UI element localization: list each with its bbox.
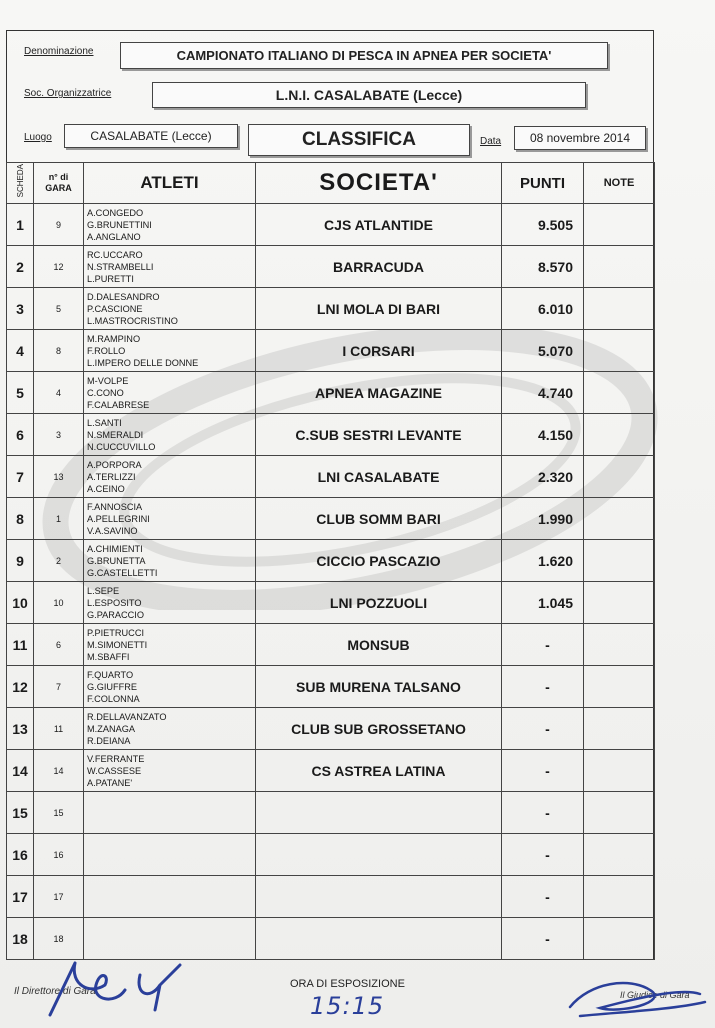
row-gara-number: 5 <box>34 288 84 330</box>
row-note <box>584 876 655 918</box>
organizzatrice-box: L.N.I. CASALABATE (Lecce) <box>152 82 586 108</box>
row-position: 15 <box>7 792 34 834</box>
table-row <box>7 498 655 540</box>
row-note <box>584 498 655 540</box>
row-gara-number: 16 <box>34 834 84 876</box>
row-atleti <box>84 498 256 540</box>
athlete-name: M.SIMONETTI <box>87 639 148 650</box>
row-atleti <box>84 750 256 792</box>
row-position: 1 <box>7 204 34 246</box>
row-note <box>584 204 655 246</box>
athlete-name: F.QUARTO <box>87 669 134 680</box>
row-position: 8 <box>7 498 34 540</box>
athlete-name <box>87 819 255 831</box>
row-punti: 8.570 <box>502 246 584 288</box>
athlete-name: L.MASTROCRISTINO <box>87 315 178 326</box>
table-row <box>7 708 655 750</box>
row-gara-number: 10 <box>34 582 84 624</box>
row-note <box>584 540 655 582</box>
row-note <box>584 708 655 750</box>
row-punti: 4.740 <box>502 372 584 414</box>
row-societa: LNI MOLA DI BARI <box>256 288 502 330</box>
data-box: 08 novembre 2014 <box>514 126 646 150</box>
row-societa: BARRACUDA <box>256 246 502 288</box>
athlete-name <box>87 807 255 819</box>
athlete-name: A.TERLIZZI <box>87 471 136 482</box>
row-gara-number: 4 <box>34 372 84 414</box>
classifica-table <box>6 162 655 960</box>
athlete-name: C.CONO <box>87 387 124 398</box>
row-punti: - <box>502 918 584 960</box>
table-header-row <box>7 163 655 204</box>
row-punti: - <box>502 792 584 834</box>
row-punti: - <box>502 624 584 666</box>
denominazione-label: Denominazione <box>24 46 94 57</box>
athlete-name <box>87 921 255 933</box>
row-punti: 1.620 <box>502 540 584 582</box>
row-gara-number: 1 <box>34 498 84 540</box>
athlete-name: G.CASTELLETTI <box>87 567 158 578</box>
row-atleti <box>84 708 256 750</box>
table-row <box>7 876 655 918</box>
row-gara-number: 11 <box>34 708 84 750</box>
direttore-label: Il Direttore di Gara <box>14 986 96 997</box>
row-position: 12 <box>7 666 34 708</box>
row-note <box>584 792 655 834</box>
athlete-name: R.DELLAVANZATO <box>87 711 167 722</box>
row-gara-number: 3 <box>34 414 84 456</box>
row-note <box>584 624 655 666</box>
athlete-name: A.CONGEDO <box>87 207 144 218</box>
row-position: 10 <box>7 582 34 624</box>
row-position: 2 <box>7 246 34 288</box>
row-position: 14 <box>7 750 34 792</box>
row-position: 5 <box>7 372 34 414</box>
row-societa: LNI CASALABATE <box>256 456 502 498</box>
table-row <box>7 330 655 372</box>
row-atleti <box>84 330 256 372</box>
row-position: 3 <box>7 288 34 330</box>
athlete-name <box>87 879 255 891</box>
row-position: 13 <box>7 708 34 750</box>
row-atleti <box>84 414 256 456</box>
table-row <box>7 288 655 330</box>
athlete-name <box>87 837 255 849</box>
athlete-name: F.CALABRESE <box>87 399 150 410</box>
athlete-name: N.STRAMBELLI <box>87 261 154 272</box>
row-societa: CLUB SOMM BARI <box>256 498 502 540</box>
row-punti: - <box>502 708 584 750</box>
athlete-name: L.IMPERO DELLE DONNE <box>87 357 199 368</box>
row-atleti <box>84 372 256 414</box>
row-punti: 1.045 <box>502 582 584 624</box>
athlete-name: L.PURETTI <box>87 273 134 284</box>
row-position: 4 <box>7 330 34 372</box>
row-note <box>584 666 655 708</box>
row-punti: 2.320 <box>502 456 584 498</box>
row-punti: 9.505 <box>502 204 584 246</box>
table-row <box>7 582 655 624</box>
row-position: 18 <box>7 918 34 960</box>
row-position: 7 <box>7 456 34 498</box>
table-row <box>7 918 655 960</box>
athlete-name: M.RAMPINO <box>87 333 141 344</box>
row-societa <box>256 876 502 918</box>
row-punti: 1.990 <box>502 498 584 540</box>
athlete-name: F.ROLLO <box>87 345 126 356</box>
row-societa: CLUB SUB GROSSETANO <box>256 708 502 750</box>
row-gara-number: 6 <box>34 624 84 666</box>
row-position: 17 <box>7 876 34 918</box>
athlete-name: A.CHIMIENTI <box>87 543 143 554</box>
athlete-name: L.ESPOSITO <box>87 597 142 608</box>
athlete-name <box>87 903 255 915</box>
table-row <box>7 456 655 498</box>
table-row <box>7 624 655 666</box>
data-label: Data <box>480 136 502 147</box>
ora-esposizione-label: ORA DI ESPOSIZIONE <box>290 978 405 990</box>
athlete-name: V.A.SAVINO <box>87 525 138 536</box>
page-title: CLASSIFICA <box>248 124 470 156</box>
athlete-name: R.DEIANA <box>87 735 131 746</box>
row-note <box>584 288 655 330</box>
athlete-name: A.PORPORA <box>87 459 142 470</box>
athlete-name: G.BRUNETTINI <box>87 219 152 230</box>
row-atleti <box>84 246 256 288</box>
athlete-name: F.COLONNA <box>87 693 140 704</box>
table-row <box>7 666 655 708</box>
table-row <box>7 204 655 246</box>
row-gara-number: 2 <box>34 540 84 582</box>
row-atleti <box>84 204 256 246</box>
row-gara-number: 9 <box>34 204 84 246</box>
athlete-name: G.BRUNETTA <box>87 555 146 566</box>
row-punti: 4.150 <box>502 414 584 456</box>
athlete-name: M.SBAFFI <box>87 651 130 662</box>
athlete-name: L.SANTI <box>87 417 122 428</box>
table-row <box>7 792 655 834</box>
row-atleti <box>84 288 256 330</box>
organizzatrice-label: Soc. Organizzatrice <box>24 88 112 99</box>
table-row <box>7 834 655 876</box>
athlete-name: A.PATANE' <box>87 777 133 788</box>
row-gara-number: 13 <box>34 456 84 498</box>
athlete-name: P.PIETRUCCI <box>87 627 145 638</box>
row-atleti <box>84 456 256 498</box>
row-societa <box>256 792 502 834</box>
header-scheda: SCHEDA <box>7 163 34 204</box>
denominazione-box: CAMPIONATO ITALIANO DI PESCA IN APNEA PER SOCIETA' <box>120 42 608 69</box>
athlete-name: W.CASSESE <box>87 765 142 776</box>
athlete-name: D.DALESANDRO <box>87 291 160 302</box>
athlete-name: N.SMERALDI <box>87 429 144 440</box>
header-atleti: ATLETI <box>84 163 256 204</box>
row-societa: CJS ATLANTIDE <box>256 204 502 246</box>
row-societa <box>256 918 502 960</box>
row-gara-number: 17 <box>34 876 84 918</box>
athlete-name: F.ANNOSCIA <box>87 501 143 512</box>
athlete-name: RC.UCCARO <box>87 249 143 260</box>
row-punti: - <box>502 834 584 876</box>
row-societa: CS ASTREA LATINA <box>256 750 502 792</box>
athlete-name: A.ANGLANO <box>87 231 141 242</box>
row-gara-number: 14 <box>34 750 84 792</box>
row-societa: LNI POZZUOLI <box>256 582 502 624</box>
row-societa <box>256 834 502 876</box>
row-note <box>584 414 655 456</box>
row-societa: I CORSARI <box>256 330 502 372</box>
athlete-name <box>87 945 255 957</box>
luogo-label: Luogo <box>24 132 52 143</box>
table-row <box>7 372 655 414</box>
row-societa: SUB MURENA TALSANO <box>256 666 502 708</box>
athlete-name <box>87 933 255 945</box>
athlete-name: M.ZANAGA <box>87 723 135 734</box>
row-gara-number: 7 <box>34 666 84 708</box>
row-note <box>584 372 655 414</box>
athlete-name: A.CEINO <box>87 483 125 494</box>
row-atleti <box>84 540 256 582</box>
athlete-name: V.FERRANTE <box>87 753 145 764</box>
row-atleti <box>84 792 256 834</box>
row-punti: - <box>502 876 584 918</box>
table-row <box>7 414 655 456</box>
row-punti: 6.010 <box>502 288 584 330</box>
athlete-name: A.PELLEGRINI <box>87 513 150 524</box>
row-atleti <box>84 834 256 876</box>
row-gara-number: 8 <box>34 330 84 372</box>
table-row <box>7 246 655 288</box>
row-punti: - <box>502 666 584 708</box>
row-note <box>584 246 655 288</box>
header-punti: PUNTI <box>502 163 584 204</box>
row-note <box>584 330 655 372</box>
athlete-name: L.SEPE <box>87 585 120 596</box>
athlete-name <box>87 861 255 873</box>
row-punti: - <box>502 750 584 792</box>
row-gara-number: 12 <box>34 246 84 288</box>
header-gara: n° di GARA <box>34 163 84 204</box>
luogo-box: CASALABATE (Lecce) <box>64 124 238 148</box>
row-societa: APNEA MAGAZINE <box>256 372 502 414</box>
row-atleti <box>84 918 256 960</box>
row-note <box>584 834 655 876</box>
athlete-name: G.PARACCIO <box>87 609 145 620</box>
row-note <box>584 582 655 624</box>
row-note <box>584 750 655 792</box>
ora-esposizione-value: 15:15 <box>310 992 385 1020</box>
row-position: 6 <box>7 414 34 456</box>
row-atleti <box>84 666 256 708</box>
athlete-name: P.CASCIONE <box>87 303 143 314</box>
giudice-label: Il Giudice di Gara <box>620 990 690 1000</box>
row-position: 11 <box>7 624 34 666</box>
row-societa: C.SUB SESTRI LEVANTE <box>256 414 502 456</box>
row-atleti <box>84 624 256 666</box>
row-note <box>584 918 655 960</box>
table-row <box>7 540 655 582</box>
row-atleti <box>84 876 256 918</box>
row-note <box>584 456 655 498</box>
athlete-name: G.GIUFFRE <box>87 681 138 692</box>
row-position: 16 <box>7 834 34 876</box>
athlete-name <box>87 795 255 807</box>
header-note: NOTE <box>584 163 655 204</box>
athlete-name: M-VOLPE <box>87 375 129 386</box>
athlete-name: N.CUCCUVILLO <box>87 441 156 452</box>
row-gara-number: 18 <box>34 918 84 960</box>
row-atleti <box>84 582 256 624</box>
row-societa: CICCIO PASCAZIO <box>256 540 502 582</box>
row-punti: 5.070 <box>502 330 584 372</box>
athlete-name <box>87 849 255 861</box>
table-row <box>7 750 655 792</box>
row-societa: MONSUB <box>256 624 502 666</box>
row-position: 9 <box>7 540 34 582</box>
row-gara-number: 15 <box>34 792 84 834</box>
header-societa: SOCIETA' <box>256 163 502 204</box>
athlete-name <box>87 891 255 903</box>
